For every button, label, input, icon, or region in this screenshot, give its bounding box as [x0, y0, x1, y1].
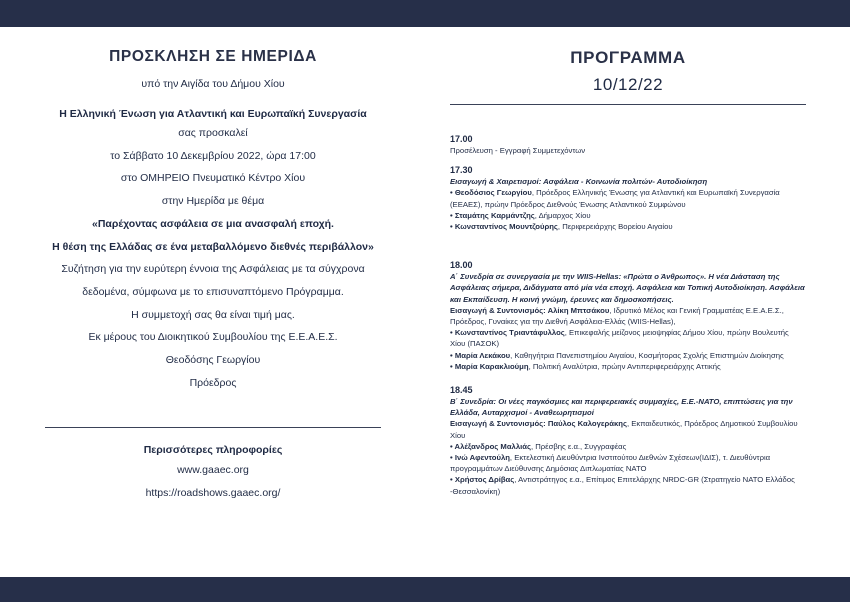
- schedule-time: 17.00: [450, 134, 473, 144]
- speaker-details: , Δήμαρχος Χίου: [534, 210, 591, 220]
- roadshows-link[interactable]: https://roadshows.gaaec.org/: [145, 487, 281, 500]
- schedule-block: [450, 133, 806, 156]
- speaker-name: Εισαγωγή & Συντονισμός: Παύλος Καλογεράκης: [450, 419, 627, 429]
- speaker-name: • Κωνσταντίνος Τριαντάφυλλος: [450, 328, 565, 338]
- speaker-details: , Ιδρυτικό Μέλος και Γενική Γραμματέας Ε.Ε.Α.Ε.Σ., Πρόεδρος, Γυναίκες για την Διεθνή Ασφάλεια-Ελλάς (WIIS-Hellas),: [450, 305, 784, 327]
- schedule-block: [450, 384, 806, 497]
- schedule-item: [450, 327, 806, 349]
- schedule-item: [450, 474, 806, 496]
- speaker-name: • Κωνσταντίνος Μουντζούρης: [450, 222, 558, 232]
- speaker-details: , Πρόεδρος Ελληνικής Ένωσης για Ατλαντική και Ευρωπαϊκή Συνεργασία (ΕΕΑΕΣ), πρώην Πρόεδρος Διεθνούς Ένωσης Ατλαντικού Συμφώνου: [450, 188, 780, 209]
- venue-line: στο ΟΜΗΡΕΙΟ Πνευματικό Κέντρο Χίου: [120, 172, 306, 185]
- schedule-item: [450, 350, 806, 361]
- schedule-heading: Α΄ Συνεδρία σε συνεργασία με την WIIS-Hellas: «Πρώτα ο Άνθρωπος». Η νέα Διάσταση της Ασφάλειας σήμερα, Διδάγματα από μία νέα εποχή. Ασφάλεια και Τοπική Αυτοδιοίκηση. Ασφάλεια και Εκπαίδευση. Η κοινή γνώμη, έρευνες και δημοσκοπήσεις.: [450, 272, 805, 304]
- speaker-details: , Καθηγήτρια Πανεπιστημίου Αιγαίου, Κοσμήτορας Σχολής Επιστημών Διοίκησης: [510, 350, 784, 360]
- schedule-heading: Εισαγωγή & Χαιρετισμοί: Ασφάλεια - Κοινωνία πολιτών- Αυτοδιοίκηση: [450, 177, 708, 187]
- schedule-item: [450, 418, 806, 440]
- speaker-details: , Εκτελεστική Διευθύντρια Ινστιτούτου Διεθνών Σχέσεων(ΙΔΙΣ), τ. Διευθύντρια προγραμμάτων Διεύθυνσης Δημόσιας Διπλωματίας ΝΑΤΟ: [450, 453, 771, 474]
- speaker-details: , Αντιστράτηγος ε.α., Επίτιμος Επιτελάρχης NRDC-GR (Στρατηγείο ΝΑΤΟ Ελλάδος -Θεσσαλονίκη): [450, 475, 795, 496]
- honor-line: Η συμμετοχή σας θα είναι τιμή μας.: [131, 308, 295, 321]
- invites-line: σας προσκαλεί: [178, 127, 248, 139]
- speaker-name: • Μαρία Λεκάκου: [450, 350, 511, 360]
- more-info-heading: Περισσότερες πληροφορίες: [143, 444, 283, 457]
- schedule-item: [450, 187, 806, 209]
- schedule-time: 18.00: [450, 260, 473, 271]
- schedule-heading: Β΄ Συνεδρία: Οι νέες παγκόσμιες και περιφερειακές συμμαχίες, Ε.Ε.-ΝΑΤΟ, επιπτώσεις για την Ελλάδα, Αυταρχισμοί - Αναθεωρητισμοί: [450, 397, 793, 418]
- schedule-time: 17.30: [450, 165, 473, 176]
- top-band: [0, 0, 850, 27]
- speaker-details: , Πολιτική Αναλύτρια, πρώην Αντιπεριφερειάρχης Αττικής: [528, 361, 721, 371]
- topic-line-1: «Παρέχοντας ασφάλεια σε μια ανασφαλή εποχή.: [92, 217, 334, 230]
- schedule-block: [450, 164, 806, 232]
- schedule-item: [450, 441, 806, 452]
- signatory-role: Πρόεδρος: [189, 376, 237, 389]
- speaker-name: • Ινώ Αφεντούλη: [450, 453, 510, 463]
- schedule-block: [450, 259, 806, 372]
- topic-intro: στην Ημερίδα με θέμα: [161, 195, 265, 208]
- speaker-details: , Επικεφαλής μείζονος μειοψηφίας Δήμου Χίου, πρώην Βουλευτής Χίου (ΠΑΣΟΚ): [450, 328, 789, 349]
- organizer-name: Η Ελληνική Ένωση για Ατλαντική και Ευρωπαϊκή Συνεργασία: [59, 108, 367, 120]
- discussion-line-1: Συζήτηση για την ευρύτερη έννοια της Ασφάλειας με τα σύγχρονα: [61, 263, 365, 276]
- program-panel: [450, 44, 806, 505]
- schedule-time: 18.45: [450, 385, 473, 396]
- bottom-band: [0, 577, 850, 602]
- program-title: ΠΡΟΓΡΑΜΜΑ: [570, 48, 686, 67]
- speaker-details: , Περιφερειάρχης Βορείου Αιγαίου: [557, 222, 673, 232]
- schedule-item: [450, 305, 806, 327]
- speaker-name: Εισαγωγή & Συντονισμός: Αλίκη Μπτσάκου: [450, 305, 610, 315]
- speaker-details: Προσέλευση - Εγγραφή Συμμετεχόντων: [450, 146, 586, 155]
- signatory-name: Θεοδόσης Γεωργίου: [165, 354, 261, 367]
- speaker-name: • Σταμάτης Καρμάντζης: [450, 210, 535, 220]
- website-link[interactable]: www.gaaec.org: [177, 464, 249, 477]
- speaker-name: • Αλέξανδρος Μαλλιάς: [450, 441, 531, 451]
- program-divider: [450, 104, 806, 105]
- speaker-name: • Θεοδόσιος Γεωργίου: [450, 188, 532, 198]
- left-divider: [45, 427, 381, 428]
- speaker-name: • Μαρία Καρακλιούμη: [450, 361, 529, 371]
- datetime-line: το Σάββατο 10 Δεκεμβρίου 2022, ώρα 17:00: [110, 149, 316, 162]
- invitation-title: ΠΡΟΣΚΛΗΣΗ ΣΕ ΗΜΕΡΙΔΑ: [109, 48, 317, 65]
- speaker-details: , Πρέσβης ε.α., Συγγραφέας: [530, 441, 627, 451]
- program-schedule: [450, 133, 806, 497]
- speaker-details: , Εκπαιδευτικός, Πρόεδρος Δημοτικού Συμβουλίου Χίου: [450, 419, 798, 440]
- invitation-subtitle: υπό την Αιγίδα του Δήμου Χίου: [141, 78, 285, 90]
- schedule-item: [450, 361, 806, 372]
- topic-line-2: Η θέση της Ελλάδας σε ένα μεταβαλλόμενο διεθνές περιβάλλον»: [52, 240, 374, 253]
- invitation-panel: [45, 44, 381, 505]
- program-date: 10/12/22: [592, 75, 664, 94]
- schedule-item: [450, 221, 806, 232]
- on-behalf-line: Εκ μέρους του Διοικητικού Συμβουλίου της Ε.Ε.Α.Ε.Σ.: [88, 331, 338, 344]
- schedule-item: [450, 145, 806, 156]
- schedule-item: [450, 452, 806, 474]
- speaker-name: • Χρήστος Δρίβας: [450, 475, 515, 485]
- schedule-item: [450, 210, 806, 221]
- discussion-line-2: δεδομένα, σύμφωνα με το επισυναπτόμενο Πρόγραμμα.: [82, 285, 344, 298]
